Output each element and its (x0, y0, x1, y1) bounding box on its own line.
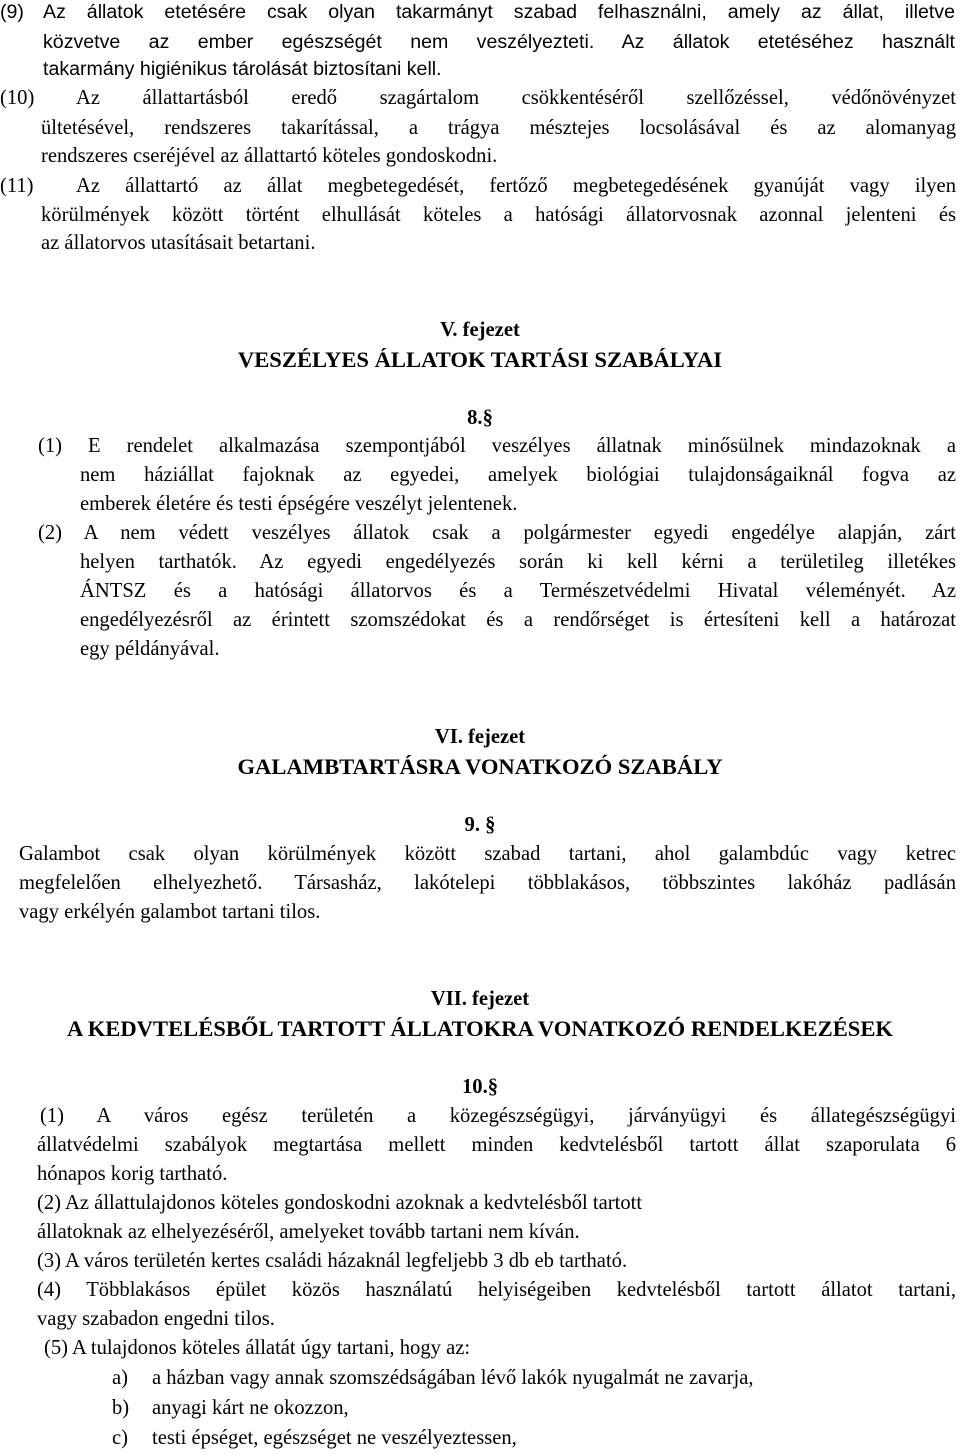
paragraph-number: (10) (0, 87, 35, 109)
paragraph-line: ültetésével, rendszeres takarítással, a trágya mésztejes locsolásával és az alomanyag (41, 117, 956, 139)
paragraph-line: (1) E rendelet alkalmazása szempontjából veszélyes állatnak minősülnek mindazoknak a (38, 435, 956, 457)
paragraph-line: nem háziállat fajoknak az egyedei, amelyek biológiai tulajdonságaiknál fogva az (80, 464, 956, 486)
chapter-title: GALAMBTARTÁSRA VONATKOZÓ SZABÁLY (237, 754, 723, 779)
paragraph-line: rendszeres cseréjével az állattartó köteles gondoskodni. (41, 145, 498, 167)
chapter-label: VI. fejezet (434, 726, 526, 748)
paragraph-line: hónapos korig tartható. (37, 1163, 228, 1185)
section-heading (0, 408, 960, 429)
list-item-text: anyagi kárt ne okozzon, (152, 1397, 349, 1419)
chapter-title: VESZÉLYES ÁLLATOK TARTÁSI SZABÁLYAI (237, 347, 723, 372)
paragraph-line: Az állattartó az állat megbetegedését, fertőző megbetegedésének gyanúját vagy ilyen (76, 175, 956, 197)
paragraph-line: egy példányával. (80, 638, 220, 660)
paragraph-line: Galambot csak olyan körülmények között szabad tartani, ahol galambdúc vagy ketrec (19, 843, 956, 865)
list-marker: b) (112, 1397, 130, 1419)
list-marker: c) (112, 1427, 128, 1449)
paragraph-line: vagy erkélyén galambot tartani tilos. (19, 901, 321, 923)
list-item-text: a házban vagy annak szomszédságában lévő lakók nyugalmát ne zavarja, (152, 1367, 754, 1389)
paragraph-line: állatoknak az elhelyezéséről, amelyeket tovább tartani nem kíván. (37, 1221, 580, 1243)
chapter-label: V. fejezet (440, 319, 520, 341)
list-marker: a) (112, 1367, 128, 1389)
paragraph-line: (2) A nem védett veszélyes állatok csak a polgármester egyedi engedélye alapján, zárt (38, 522, 956, 544)
paragraph-line: ÁNTSZ és a hatósági állatorvos és a Természetvédelmi Hivatal véleményét. Az (80, 580, 956, 602)
paragraph-line: (3) A város területén kertes családi házaknál legfeljebb 3 db eb tartható. (37, 1250, 628, 1272)
paragraph-line: engedélyezésről az érintett szomszédokat és a rendőrséget is értesíteni kell a határozat (80, 609, 956, 631)
paragraph-number: (11) (0, 175, 34, 197)
chapter-title: A KEDVTELÉSBŐL TARTOTT ÁLLATOKRA VONATKOZÓ RENDELKEZÉSEK (67, 1016, 893, 1041)
section-number: 10. (461, 1076, 488, 1098)
paragraph-line: közvetve az ember egészségét nem veszélyezteti. Az állatok etetéséhez használt (43, 31, 955, 53)
section-heading (0, 1077, 960, 1098)
paragraph-line: Az állatok etetésére csak olyan takarmányt szabad felhasználni, amely az állat, illetve (43, 1, 955, 23)
section-heading (0, 815, 960, 836)
section-sign: § (485, 814, 496, 836)
chapter-label: VII. fejezet (430, 988, 530, 1010)
list-item-text: testi épséget, egészséget ne veszélyeztessen, (152, 1427, 517, 1449)
paragraph-number: (9) (0, 1, 24, 23)
paragraph-line: állatvédelmi szabályok megtartása mellett minden kedvtelésből tartott állat szaporulata 6 (37, 1134, 956, 1156)
section-sign: § (482, 407, 493, 429)
section-number: 8. (467, 407, 483, 429)
paragraph-line: emberek életére és testi épségére veszélyt jelentenek. (80, 493, 518, 515)
paragraph-line: helyen tarthatók. Az egyedi engedélyezés során ki kell kérni a területileg illetékes (80, 551, 956, 573)
paragraph-line: megfelelően elhelyezhető. Társasház, lakótelepi többlakásos, többszintes lakóház padlásán (19, 872, 956, 894)
section-number: 9. (464, 814, 480, 836)
paragraph-line: (1) A város egész területén a közegészségügyi, járványügyi és állategészségügyi (40, 1105, 956, 1127)
paragraph-line: az állatorvos utasításait betartani. (41, 232, 316, 254)
paragraph-line: vagy szabadon engedni tilos. (37, 1308, 275, 1330)
paragraph-line: (4) Többlakásos épület közös használatú helyiségeiben kedvtelésből tartott állatot tartani, (37, 1279, 956, 1301)
paragraph-line: (2) Az állattulajdonos köteles gondoskodni azoknak a kedvtelésből tartott (37, 1192, 643, 1214)
section-sign: § (487, 1076, 499, 1098)
paragraph-line: (5) A tulajdonos köteles állatát úgy tartani, hogy az: (44, 1337, 471, 1359)
paragraph-line: Az állattartásból eredő szagártalom csökkentéséről szellőzéssel, védőnövényzet (76, 87, 956, 109)
paragraph-line: körülmények között történt elhullását köteles a hatósági állatorvosnak azonnal jelenteni és (41, 204, 956, 226)
paragraph-line: takarmány higiénikus tárolását biztosítani kell. (43, 58, 442, 80)
